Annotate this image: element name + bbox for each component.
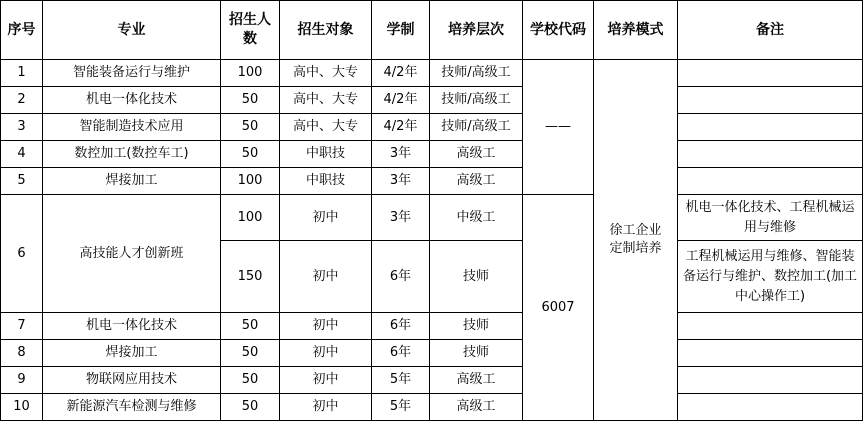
major-cell: 高技能人才创新班 — [43, 195, 221, 313]
note-cell — [678, 367, 863, 394]
major-cell: 新能源汽车检测与维修 — [43, 394, 221, 421]
major-cell: 焊接加工 — [43, 340, 221, 367]
target-cell: 初中 — [280, 313, 372, 340]
table-row — [1, 195, 863, 241]
header-school-code: 学校代码 — [523, 1, 594, 60]
header-target: 招生对象 — [280, 1, 372, 60]
target-cell: 中职技 — [280, 141, 372, 168]
target-cell: 初中 — [280, 195, 372, 241]
table-row — [1, 141, 863, 168]
years-cell: 4/2年 — [372, 114, 430, 141]
row-number: 9 — [1, 367, 43, 394]
count-cell: 50 — [221, 141, 280, 168]
note-cell — [678, 340, 863, 367]
level-cell: 技师 — [430, 313, 523, 340]
row-number: 4 — [1, 141, 43, 168]
level-cell: 高级工 — [430, 367, 523, 394]
major-cell: 焊接加工 — [43, 168, 221, 195]
years-cell: 6年 — [372, 313, 430, 340]
note-cell: 机电一体化技术、工程机械运用与维修 — [678, 195, 863, 241]
row-number: 1 — [1, 60, 43, 87]
target-cell: 初中 — [280, 394, 372, 421]
count-cell: 50 — [221, 87, 280, 114]
major-cell: 机电一体化技术 — [43, 87, 221, 114]
table-row — [1, 87, 863, 114]
table-row — [1, 114, 863, 141]
row-number: 3 — [1, 114, 43, 141]
years-cell: 3年 — [372, 168, 430, 195]
count-cell: 100 — [221, 60, 280, 87]
level-cell: 技师 — [430, 241, 523, 313]
target-cell: 高中、大专 — [280, 114, 372, 141]
count-cell: 50 — [221, 394, 280, 421]
header-count: 招生人数 — [221, 1, 280, 60]
level-cell: 技师/高级工 — [430, 87, 523, 114]
table-row — [1, 394, 863, 421]
row-number: 6 — [1, 195, 43, 313]
row-number: 7 — [1, 313, 43, 340]
header-note: 备注 — [678, 1, 863, 60]
target-cell: 高中、大专 — [280, 60, 372, 87]
major-cell: 智能制造技术应用 — [43, 114, 221, 141]
target-cell: 初中 — [280, 340, 372, 367]
major-cell: 机电一体化技术 — [43, 313, 221, 340]
count-cell: 50 — [221, 114, 280, 141]
note-cell — [678, 141, 863, 168]
note-cell — [678, 168, 863, 195]
level-cell: 高级工 — [430, 394, 523, 421]
note-cell — [678, 114, 863, 141]
target-cell: 初中 — [280, 367, 372, 394]
count-cell: 100 — [221, 195, 280, 241]
header-major: 专业 — [43, 1, 221, 60]
target-cell: 中职技 — [280, 168, 372, 195]
row-number: 10 — [1, 394, 43, 421]
note-cell — [678, 313, 863, 340]
row-number: 2 — [1, 87, 43, 114]
major-cell: 智能装备运行与维护 — [43, 60, 221, 87]
row-number: 5 — [1, 168, 43, 195]
count-cell: 50 — [221, 340, 280, 367]
note-cell — [678, 60, 863, 87]
years-cell: 6年 — [372, 340, 430, 367]
note-cell: 工程机械运用与维修、智能装备运行与维护、数控加工(加工中心操作工) — [678, 241, 863, 313]
header-years: 学制 — [372, 1, 430, 60]
major-cell: 数控加工(数控车工) — [43, 141, 221, 168]
note-cell — [678, 394, 863, 421]
count-cell: 50 — [221, 313, 280, 340]
count-cell: 100 — [221, 168, 280, 195]
level-cell: 高级工 — [430, 141, 523, 168]
years-cell: 3年 — [372, 141, 430, 168]
table-row — [1, 168, 863, 195]
level-cell: 技师 — [430, 340, 523, 367]
school-code-cell: —— — [523, 60, 594, 195]
target-cell: 高中、大专 — [280, 87, 372, 114]
school-code-cell: 6007 — [523, 195, 594, 421]
target-cell: 初中 — [280, 241, 372, 313]
years-cell: 5年 — [372, 367, 430, 394]
count-cell: 150 — [221, 241, 280, 313]
header-training-mode: 培养模式 — [594, 1, 678, 60]
table-row — [1, 313, 863, 340]
years-cell: 3年 — [372, 195, 430, 241]
header-no: 序号 — [1, 1, 43, 60]
table-row — [1, 60, 863, 87]
header-row — [1, 1, 863, 60]
table-row — [1, 340, 863, 367]
level-cell: 高级工 — [430, 168, 523, 195]
years-cell: 4/2年 — [372, 87, 430, 114]
note-cell — [678, 87, 863, 114]
level-cell: 技师/高级工 — [430, 114, 523, 141]
years-cell: 4/2年 — [372, 60, 430, 87]
level-cell: 中级工 — [430, 195, 523, 241]
years-cell: 5年 — [372, 394, 430, 421]
header-level: 培养层次 — [430, 1, 523, 60]
table-row — [1, 367, 863, 394]
count-cell: 50 — [221, 367, 280, 394]
level-cell: 技师/高级工 — [430, 60, 523, 87]
years-cell: 6年 — [372, 241, 430, 313]
training-mode-cell: 徐工企业定制培养 — [594, 60, 678, 421]
row-number: 8 — [1, 340, 43, 367]
major-cell: 物联网应用技术 — [43, 367, 221, 394]
